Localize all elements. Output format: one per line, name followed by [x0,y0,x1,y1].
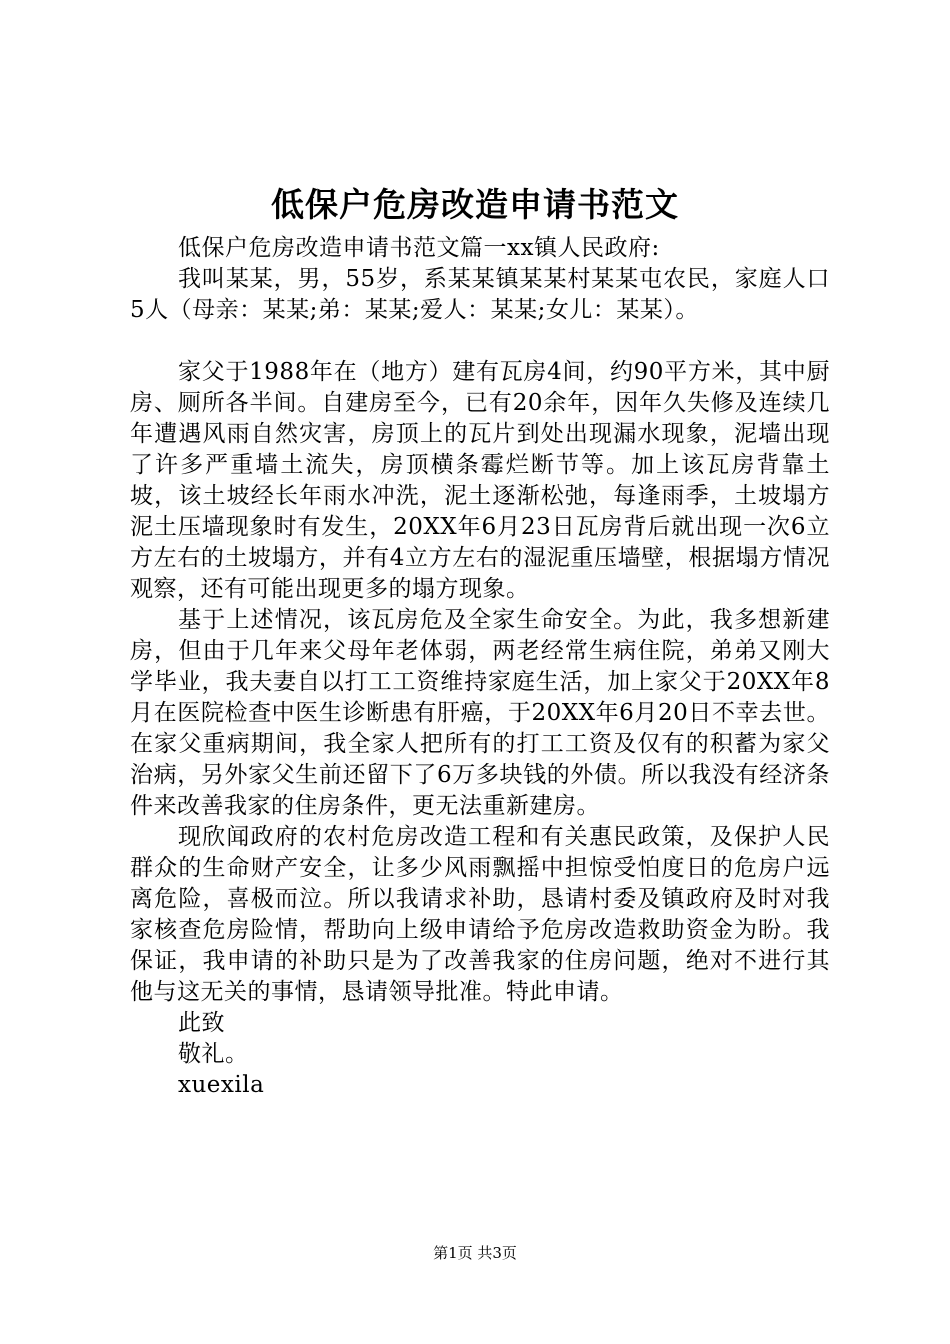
document-title: 低保户危房改造申请书范文 [271,185,679,224]
closing-line-regards: 此致 [178,1010,225,1036]
paragraph-salutation: 低保户危房改造申请书范文篇一xx镇人民政府: [178,235,660,261]
paragraph-house-condition: 家父于1988年在（地方）建有瓦房4间，约90平方米，其中厨房、厕所各半间。自建房至今，已有20余年，因年久失修及连续几年遭遇风雨自然灾害，房顶上的瓦片到处出现漏水现象，泥墙出现了许多严重墙土流失，房顶横条霉烂断节等。加上该瓦房背靠土坡，该土坡经长年雨水冲洗，泥土逐渐松弛，每逢雨季，土坡塌方泥土压墙现象时有发生，20XX年6月23日瓦房背后就出现一次6立方左右的土坡塌方，并有4立方左右的湿泥重压墙壁，根据塌方情况观察，还有可能出现更多的塌方现象。 [130,359,830,602]
paragraph-family-situation: 基于上述情况，该瓦房危及全家生命安全。为此，我多想新建房，但由于几年来父母年老体弱，两老经常生病住院，弟弟又刚大学毕业，我夫妻自以打工工资维持家庭生活，加上家父于20XX年8月在医院检查中医生诊断患有肝癌，于20XX年6月20日不幸去世。在家父重病期间，我全家人把所有的打工工资及仅有的积蓄为家父治病，另外家父生前还留下了6万多块钱的外债。所以我没有经济条件来改善我家的住房条件，更无法重新建房。 [130,607,830,819]
page-footer: 第1页 共3页 [433,1244,517,1262]
paragraph-introduction: 我叫某某，男，55岁，系某某镇某某村某某屯农民，家庭人口5人（母亲：某某;弟：某某;爱人：某某;女儿：某某）。 [130,266,830,323]
closing-line-signature: xuexila [178,1072,265,1098]
closing-line-salute: 敬礼。 [178,1041,249,1067]
paragraph-request: 现欣闻政府的农村危房改造工程和有关惠民政策，及保护人民群众的生命财产安全，让多少风雨飘摇中担惊受怕度日的危房户远离危险，喜极而泣。所以我请求补助，恳请村委及镇政府及时对我家核查危房险情，帮助向上级申请给予危房改造救助资金为盼。我保证，我申请的补助只是为了改善我家的住房问题，绝对不进行其他与这无关的事情，恳请领导批准。特此申请。 [130,824,830,1005]
document-body [130,233,830,1101]
